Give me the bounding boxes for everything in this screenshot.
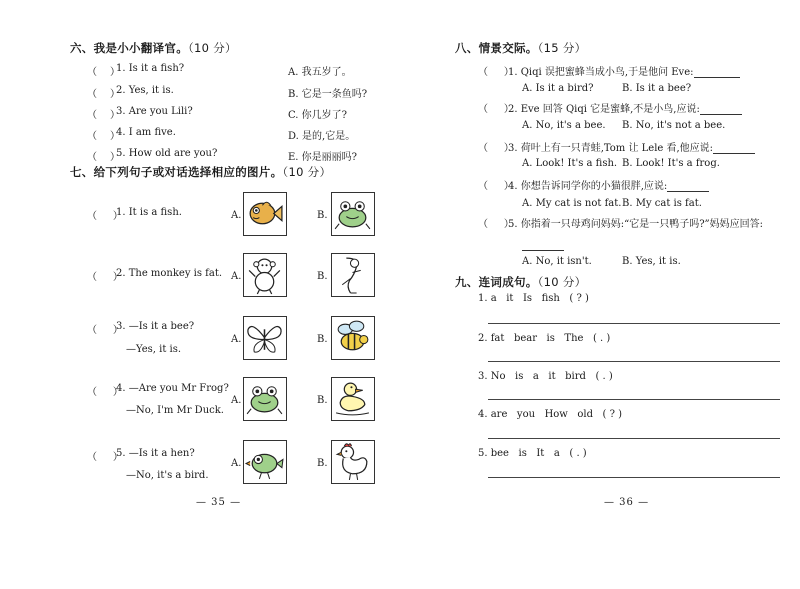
scrambled-words: 2. fat bear is The ( . ) (478, 333, 611, 344)
frog-icon (244, 378, 285, 419)
dialog-question (508, 139, 755, 154)
answer-paren-open[interactable]: （ (87, 67, 97, 78)
bee-icon (332, 317, 373, 358)
option-a: A. Look! It's a fish. (522, 158, 618, 169)
answer-paren[interactable]: （ ） (478, 104, 514, 115)
page-number-right: — 36 — (604, 497, 650, 508)
section-6-heading (70, 40, 237, 56)
answer-blank[interactable] (667, 180, 709, 192)
answer-paren-open[interactable]: （ (87, 131, 97, 142)
picture-question: 1. It is a fish. (116, 207, 182, 218)
hen-icon (332, 441, 373, 482)
answer-option: C. 你几岁了? (288, 110, 348, 121)
writing-line[interactable] (488, 323, 780, 324)
question-text: 3. Are you Lili? (116, 106, 193, 117)
option-a: A. No, it's a bee. (522, 120, 606, 131)
answer-paren[interactable]: （ ） (87, 211, 123, 222)
writing-line[interactable] (488, 477, 780, 478)
answer-blank[interactable] (713, 142, 755, 154)
question-text: 5. How old are you? (116, 148, 218, 159)
answer-paren[interactable]: （ ） (87, 452, 123, 463)
dialog-question-text: 1. Qiqi 误把蜜蜂当成小鸟,于是他问 Eve: (508, 67, 694, 78)
butterfly-icon (244, 317, 285, 358)
answer-paren[interactable]: （ ） (478, 181, 514, 192)
option-b-label: B. (317, 458, 328, 469)
fish-icon (244, 193, 285, 234)
option-a: A. My cat is not fat. (522, 198, 622, 209)
scrambled-words: 1. a it Is fish ( ? ) (478, 293, 589, 304)
frog-icon (332, 193, 373, 234)
option-a-picture[interactable] (243, 377, 287, 421)
option-a-label: A. (231, 395, 242, 406)
section-7-points: （10 分） (282, 165, 332, 179)
option-b: B. Yes, it is. (622, 256, 681, 267)
section-9-title: 九、连词成句。 (455, 275, 538, 289)
answer-option: B. 它是一条鱼吗? (288, 89, 368, 100)
option-a-picture[interactable] (243, 440, 287, 484)
dialog-question (508, 63, 740, 78)
section-8-heading (455, 40, 586, 56)
answer-paren[interactable]: （ ） (87, 272, 123, 283)
scrambled-words: 4. are you How old ( ? ) (478, 409, 623, 420)
scrambled-words: 5. bee is It a ( . ) (478, 448, 587, 459)
writing-line[interactable] (488, 361, 780, 362)
option-b-picture[interactable] (331, 316, 375, 360)
answer-paren-close: ） (110, 152, 120, 163)
answer-blank[interactable] (694, 66, 740, 78)
option-b-label: B. (317, 395, 328, 406)
answer-paren[interactable]: （ ） (478, 143, 514, 154)
picture-question: 4. —Are you Mr Frog? (116, 383, 229, 394)
answer-paren-open[interactable]: （ (87, 152, 97, 163)
writing-line[interactable] (488, 399, 780, 400)
answer-paren-close: ） (110, 110, 120, 121)
answer-option: A. 我五岁了。 (288, 67, 352, 78)
dialog-question (508, 215, 763, 230)
answer-blank[interactable] (700, 103, 742, 115)
dialog-question-text: 2. Eve 回答 Qiqi 它是蜜蜂,不是小鸟,应说: (508, 104, 700, 115)
section-8-title: 八、情景交际。 (455, 41, 538, 55)
section-8-points: （15 分） (537, 41, 587, 55)
answer-option: D. 是的,它是。 (288, 131, 356, 142)
answer-option: E. 你是丽丽吗? (288, 152, 358, 163)
picture-question: 2. The monkey is fat. (116, 268, 223, 279)
option-a-picture[interactable] (243, 253, 287, 297)
dialog-question-text: 4. 你想告诉同学你的小猫很胖,应说: (508, 181, 668, 192)
answer-blank[interactable] (522, 232, 564, 251)
bird-icon (244, 441, 285, 482)
option-b-picture[interactable] (331, 377, 375, 421)
option-b: B. No, it's not a bee. (622, 120, 726, 131)
question-text: 4. I am five. (116, 127, 176, 138)
option-a-picture[interactable] (243, 316, 287, 360)
answer-paren[interactable]: （ ） (478, 219, 514, 230)
answer-paren-open[interactable]: （ (87, 110, 97, 121)
option-a: A. Is it a bird? (522, 83, 594, 94)
option-b-label: B. (317, 334, 328, 345)
option-a-label: A. (231, 458, 242, 469)
duck-icon (332, 378, 373, 419)
option-a-label: A. (231, 210, 242, 221)
picture-question: 5. —Is it a hen? (116, 448, 195, 459)
answer-paren-close: ） (110, 89, 120, 100)
answer-paren[interactable]: （ ） (478, 67, 514, 78)
fat-monkey-icon (244, 254, 285, 295)
dialog-question-text: 3. 荷叶上有一只青蛙,Tom 让 Lele 看,他应说: (508, 143, 714, 154)
option-a-label: A. (231, 334, 242, 345)
writing-line[interactable] (488, 438, 780, 439)
option-b: B. Is it a bee? (622, 83, 692, 94)
question-text: 1. Is it a fish? (116, 63, 185, 74)
picture-question: 3. —Is it a bee? (116, 321, 195, 332)
picture-question-reply: —No, it's a bird. (126, 470, 209, 481)
option-b: B. My cat is fat. (622, 198, 702, 209)
option-b-label: B. (317, 271, 328, 282)
section-6-title: 六、我是小小翻译官。 (70, 41, 188, 55)
picture-question-reply: —Yes, it is. (126, 344, 182, 355)
option-a-picture[interactable] (243, 192, 287, 236)
option-a: A. No, it isn't. (522, 256, 592, 267)
option-b-label: B. (317, 210, 328, 221)
answer-paren-open[interactable]: （ (87, 89, 97, 100)
answer-paren[interactable]: （ ） (87, 325, 123, 336)
section-6-points: （10 分） (188, 41, 237, 55)
answer-paren[interactable]: （ ） (87, 387, 123, 398)
answer-paren-close: ） (110, 67, 120, 78)
thin-monkey-icon (332, 254, 373, 295)
section-9-heading (455, 274, 586, 290)
scrambled-words: 3. No is a it bird ( . ) (478, 371, 613, 382)
page-number-left: — 35 — (196, 497, 242, 508)
option-b-picture[interactable] (331, 253, 375, 297)
option-a-label: A. (231, 271, 242, 282)
answer-paren-close: ） (110, 131, 120, 142)
option-b: B. Look! It's a frog. (622, 158, 720, 169)
dialog-question (508, 100, 742, 115)
dialog-question (508, 177, 709, 192)
picture-question-reply: —No, I'm Mr Duck. (126, 405, 224, 416)
section-7-title: 七、给下列句子或对话选择相应的图片。 (70, 165, 283, 179)
question-text: 2. Yes, it is. (116, 85, 174, 96)
section-9-points: （10 分） (537, 275, 587, 289)
option-b-picture[interactable] (331, 192, 375, 236)
dialog-question-text: 5. 你指着一只母鸡问妈妈:“它是一只鸭子吗?”妈妈应回答: (508, 219, 764, 230)
option-b-picture[interactable] (331, 440, 375, 484)
section-7-heading (70, 164, 331, 180)
